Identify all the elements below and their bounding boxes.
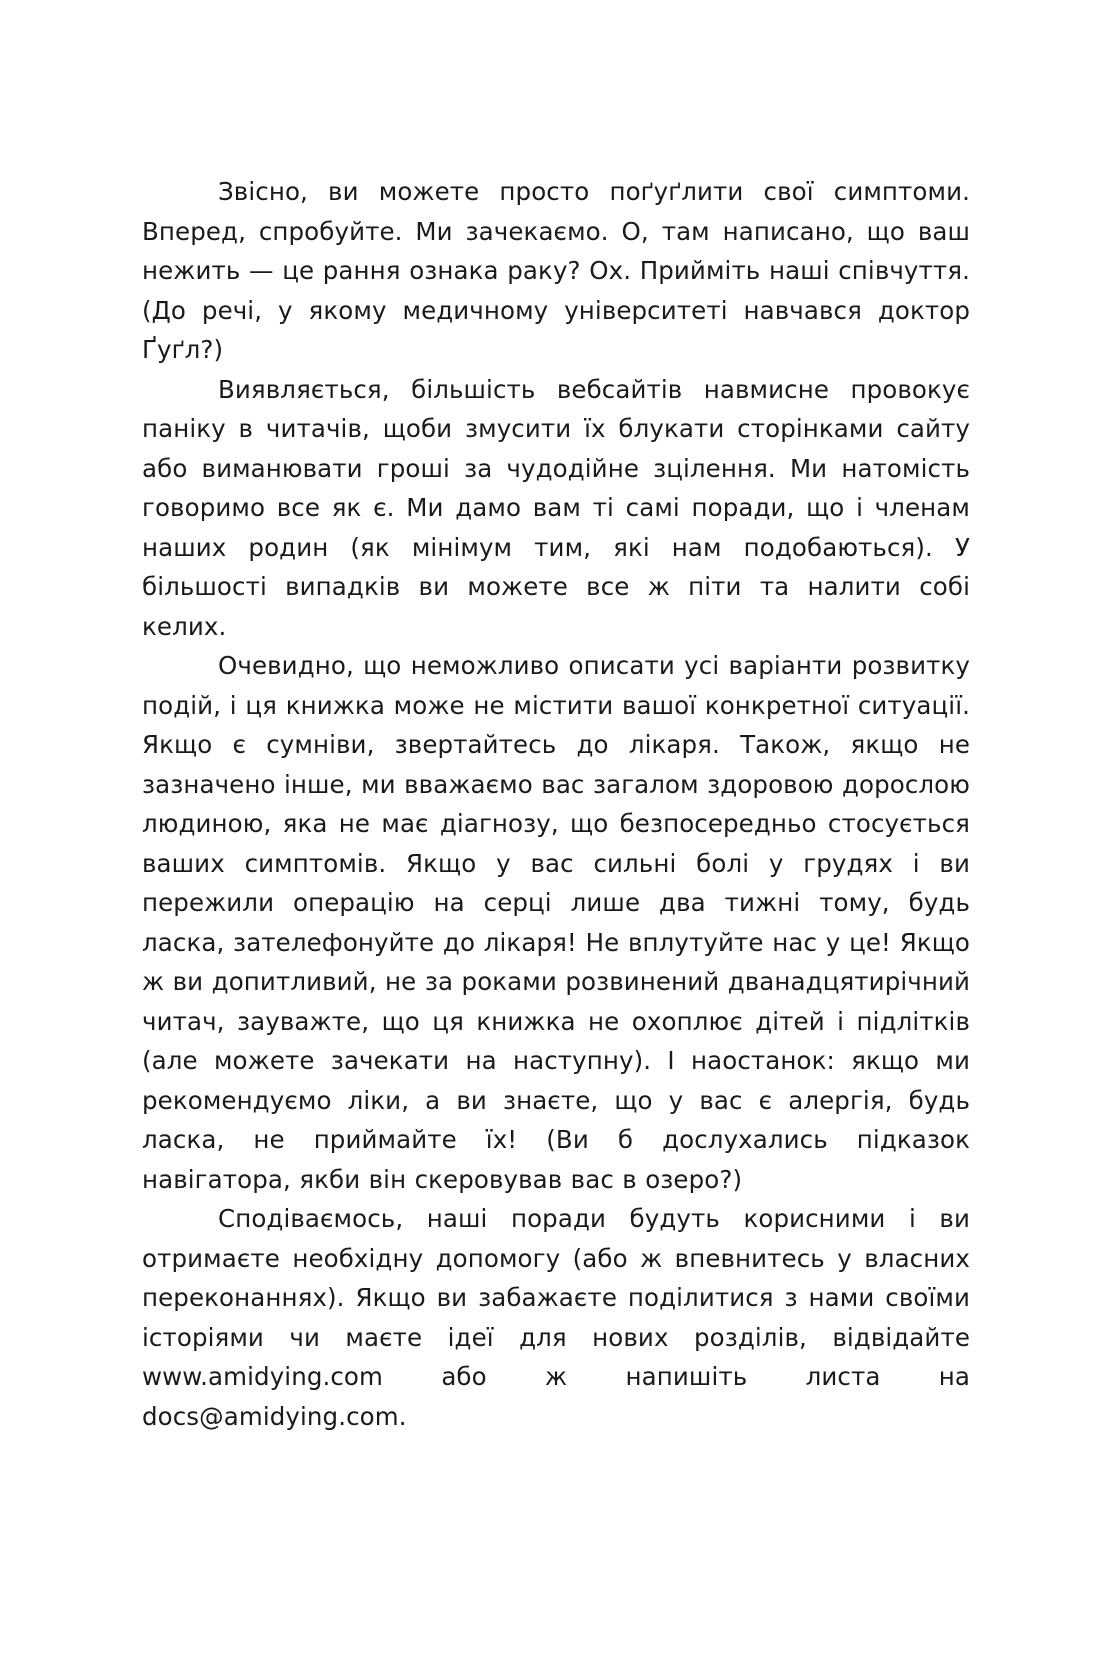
paragraph-4: Сподіваємось, наші поради будуть корисними і ви отримаєте необхідну допомогу (або ж впевнитесь у власних переконаннях). Якщо ви забажаєте поділитися з нами своїми історіями чи маєте ідеї для нових розділів, відвідайте www.amidying.com або ж напишіть листа на docs@amidying.com. [142, 1204, 970, 1431]
paragraph-1: Звісно, ви можете просто поґуґлити свої симптоми. Вперед, спробуйте. Ми зачекаємо. О, там написано, що ваш нежить — це рання ознака раку? Ох. Прийміть наші співчуття. (До речі, у якому медичному університеті навчався доктор Ґуґл?) [142, 177, 970, 364]
paragraph-2: Виявляється, більшість вебсайтів навмисне провокує паніку в читачів, щоби змусити їх блукати сторінками сайту або виманювати гроші за чудодійне зцілення. Ми натомість говоримо все як є. Ми дамо вам ті самі поради, що і членам наших родин (як мінімум тим, які нам подобаються). У більшості випадків ви можете все ж піти та налити собі келих. [142, 374, 970, 641]
body-text [142, 172, 970, 1436]
paragraph-3: Очевидно, що неможливо описати усі варіанти розвитку подій, і ця книжка може не містити вашої конкретної ситуації. Якщо є сумніви, звертайтесь до лікаря. Також, якщо не зазначено інше, ми вважаємо вас загалом здоровою дорослою людиною, яка не має діагнозу, що безпосередньо стосується ваших симптомів. Якщо у вас сильні болі у грудях і ви пережили операцію на серці лише два тижні тому, будь ласка, зателефонуйте до лікаря! Не вплутуйте нас у це! Якщо ж ви допитливий, не за роками розвинений дванадцятирічний читач, зауважте, що ця книжка не охоплює дітей і підлітків (але можете зачекати на наступну). І наостанок: якщо ми рекомендуємо ліки, а ви знаєте, що у вас є алергія, будь ласка, не приймайте їх! (Ви б дослухались підказок навігатора, якби він скеровував вас в озеро?) [142, 651, 970, 1194]
